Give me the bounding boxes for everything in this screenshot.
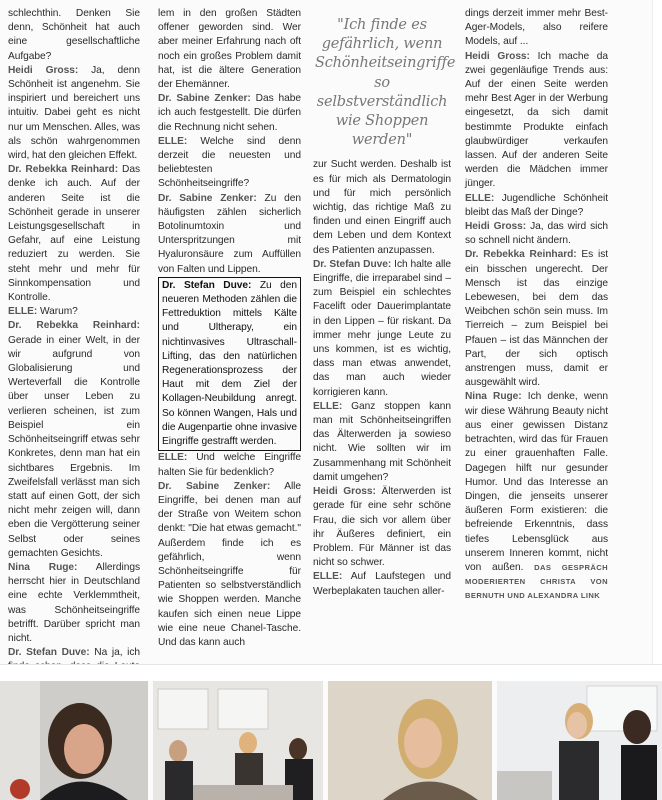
interview-paragraph	[158, 451, 301, 479]
interview-paragraph	[313, 158, 451, 257]
speaker-name: Heidi Gross:	[465, 221, 527, 233]
interview-paragraph	[465, 220, 608, 248]
photo-group-discussion	[153, 681, 323, 800]
interview-paragraph	[8, 305, 140, 319]
paragraph-text: zur Sucht werden. Deshalb ist es für mich als Dermatologin und für mich persönlich wichtig, das richtige Maß zu finden und einen Eingriff auch dem Leben und dem Kontext des Patienten anzupassen.	[313, 159, 451, 256]
paragraph-text: Ich denke, wenn wir diese Währung Beauty nicht aus einer gewissen Distanz betrachten, wird das für Frauen zu einer grauenhaften Falle. Dagegen hilft nur gesunder Humor. Und das Interesse an Dingen, die jenseits unserer äußeren Form existieren: die befreiende Erkenntnis, dass tiefes Lebensglück aus unserem Inneren kommt, nicht von außen.	[465, 391, 608, 573]
speaker-name: Heidi Gross:	[8, 64, 79, 76]
paragraph-text: Auf Laufstegen und Werbeplakaten tauchen aller-	[313, 571, 451, 597]
paragraph-text: Und welche Eingriffe halten Sie für bedenklich?	[158, 452, 302, 478]
answer-text: Zu den neueren Methoden zählen die Fettreduktion mittels Kälte und Ultherapy, ein nichtinvasives Ultraschall-Lifting, das den natürlichen Regenerationsprozess der Haut mit dem Ziel der Kollagen-Neubildung anregt. So können Wangen, Hals und die Augenpartie ohne invasive Eingriffe gestrafft werden.	[162, 279, 298, 448]
paragraph-text: Allerdings herrscht hier in Deutschland eine echte Verklemmtheit, was Schönheitseingriffe betrifft. Darüber spricht man nicht.	[8, 561, 140, 644]
paragraph-text: Es ist ein bisschen ungerecht. Der Mensch ist das einzige Lebewesen, bei dem das Weibchen schön sein muss. Im Tierreich – zum Beispiel bei Pfauen – ist das Männchen der Part, der sich optisch anstrengen muss, damit er ausgewählt wird.	[465, 249, 609, 389]
speaker-name: Dr. Stefan Duve:	[8, 647, 90, 659]
paragraph-text: Warum?	[39, 306, 78, 318]
text-column-4	[465, 7, 608, 604]
speaker-name: Dr. Rebekka Reinhard:	[465, 249, 577, 261]
interview-paragraph	[8, 163, 140, 305]
speaker-name: Heidi Gross:	[465, 50, 530, 62]
speaker-name: ELLE:	[465, 192, 495, 204]
interview-paragraph	[313, 400, 451, 485]
page-edge	[652, 0, 662, 664]
speaker-name: Dr. Sabine Zenker:	[158, 192, 257, 204]
interview-paragraph	[158, 192, 301, 277]
paragraph-text: Zu den häufigsten zählen sicherlich Botolinumtoxin und Unterspritzungen mit Hyaluronsäure zum Auffüllen von Falten und Lippen.	[158, 192, 301, 275]
photo-woman-portrait	[0, 681, 148, 800]
interview-paragraph	[313, 485, 451, 570]
interview-paragraph	[158, 7, 301, 92]
interview-paragraph	[465, 390, 608, 603]
speaker-name: Nina Ruge:	[8, 561, 78, 573]
speaker-name: Dr. Stefan Duve:	[313, 258, 392, 270]
interview-paragraph	[158, 480, 301, 650]
speaker-name: Heidi Gross:	[313, 486, 376, 498]
page-separator	[0, 664, 662, 681]
speaker-name: ELLE:	[8, 306, 38, 318]
paragraph-text: Ja, das wird sich so schnell nicht ändern.	[465, 221, 608, 247]
highlighted-answer-box	[158, 277, 301, 451]
interview-paragraph	[465, 7, 608, 50]
paragraph-text: dings derzeit immer mehr Best-Ager-Models, also reifere Models, auf ...	[465, 8, 608, 48]
paragraph-text: Ja, denn Schönheit ist angenehm. Sie inspiriert und bereichert uns intuitiv. Dabei geht es nicht nur um Menschen. Alles, was als schön wahrgenommen wird, hat den gleichen Effekt.	[8, 64, 140, 162]
interview-paragraph	[158, 135, 301, 192]
interview-paragraph	[8, 64, 140, 163]
interview-paragraph	[465, 248, 608, 390]
photo-blonde-woman-smiling	[328, 681, 492, 800]
text-column-2-top	[158, 7, 301, 277]
credit-text: DAS GESPRÄCH MODERIERTEN CHRISTA VON BERNUTH UND ALEXANDRA LINK	[465, 562, 608, 601]
interview-paragraph	[158, 92, 301, 135]
speaker-name: ELLE:	[158, 135, 188, 147]
paragraph-text: Alle Eingriffe, bei denen man auf der Straße von Weitem schon denkt: "Die hat etwas gemacht." Außerdem finde ich es gefährlich, wenn Schönheitseingriffe für Patienten so selbstverständlich wie Shoppen werden. Manche kaufen sich einen neue Lippe wie eine neue Chanel-Tasche. Und das kann auch	[158, 480, 301, 648]
paragraph-text: schlechthin. Denken Sie denn, Schönheit hat auch eine gesellschaftliche Aufgabe?	[8, 8, 140, 62]
interview-paragraph	[8, 561, 140, 646]
photo-two-women-talking	[497, 681, 662, 800]
text-column-2-bottom	[158, 451, 301, 650]
text-column-2	[158, 7, 301, 650]
text-column-3-body	[313, 158, 451, 598]
paragraph-text: Jugendliche Schönheit bleibt das Maß der Dinge?	[465, 192, 608, 218]
paragraph-text: Ich mache da zwei gegenläufige Trends aus: Auf der einen Seite werden mehr Best Ager in der Werbung eingesetzt, da sich damit bestimmte Produkte einfach glaubwürdiger verkaufen lassen. Auf der anderen Seite werden die Mädchen immer jünger.	[465, 50, 609, 190]
paragraph-text: Welche sind denn derzeit die neuesten und beliebtesten Schönheitseingriffe?	[158, 135, 301, 190]
interview-paragraph	[8, 7, 140, 64]
text-column-4-body	[465, 7, 608, 604]
speaker-name: Dr. Rebekka Reinhard:	[8, 320, 140, 332]
speaker-name: Dr. Stefan Duve:	[162, 279, 252, 291]
pull-quote: "Ich finde es gefährlich, wenn Schönheitseingriffe so selbstverständlich wie Shoppen werden"	[315, 17, 456, 149]
speaker-name: Dr. Sabine Zenker:	[158, 480, 271, 492]
speaker-name: ELLE:	[158, 452, 188, 464]
interview-paragraph	[465, 50, 608, 192]
speaker-name: Dr. Rebekka Reinhard:	[8, 164, 119, 176]
speaker-name: ELLE:	[313, 571, 343, 583]
text-column-1	[8, 7, 140, 689]
interview-paragraph	[8, 319, 140, 560]
paragraph-text: Ich halte alle Eingriffe, die irreparabel sind – zum Beispiel ein schlechtes Facelift oder Dauerimplantate in den Lippen – für riskant. Da immer mehr junge Leute zu uns kommen, ist es wichtig, dass man etwas anwendet, das man auch wieder korrigieren kann.	[313, 258, 451, 398]
paragraph-text: Gerade in einer Welt, in der wir aufgrund von Globalisierung und Werteverfall die Kontrolle über unser Leben zu verlieren scheinen, ist zum Beispiel ein Schönheitseingriff etwas sehr Konkretes, denn man hat ein sichtbares Ergebnis. Im Zweifelsfall verlässt man sich statt auf einen Gott, der sich nicht mehr zeigen will, dann eben die Vergötterung seiner Selbst oder seines gemachten Gesichts.	[8, 334, 140, 559]
speaker-name: Dr. Sabine Zenker:	[158, 93, 251, 105]
interview-paragraph	[313, 570, 451, 598]
speaker-name: Nina Ruge:	[465, 391, 522, 403]
paragraph-text: Älterwerden ist gerade für eine sehr schöne Frau, die sich vor allem über ihr Äußeres definiert, ein Problem. Für Männer ist das nicht so schwer.	[313, 486, 451, 569]
paragraph-text: lem in den großen Städten offener geworden sind. Wer aber meiner Erfahrung nach oft noch ein großes Problem damit hat, ist die ältere Generation der Ehemänner.	[158, 8, 301, 91]
paragraph-text: Ganz stoppen kann man mit Schönheitseingriffen das Älterwerden ja sowieso nicht. Wie sollten wir im Zusammenhang mit Schönheit damit umgehen?	[313, 400, 451, 483]
text-column-3	[313, 8, 456, 599]
paragraph-text: Das denke ich auch. Auf der anderen Seite ist die Schönheit gerade in unserer Leistungsgesellschaft in Gefahr, auf eine Leistung reduziert zu werden. Sie steht mehr und mehr für Sinnkompensation und Kontrolle.	[8, 164, 141, 304]
paragraph-text: Na ja, ich	[94, 647, 141, 659]
speaker-name: ELLE:	[313, 400, 343, 412]
interview-paragraph	[313, 258, 451, 400]
paragraph-text: Das habe ich auch festgestellt. Die dürfen die Rechnung nicht sehen.	[158, 93, 301, 133]
interview-paragraph	[465, 192, 608, 220]
